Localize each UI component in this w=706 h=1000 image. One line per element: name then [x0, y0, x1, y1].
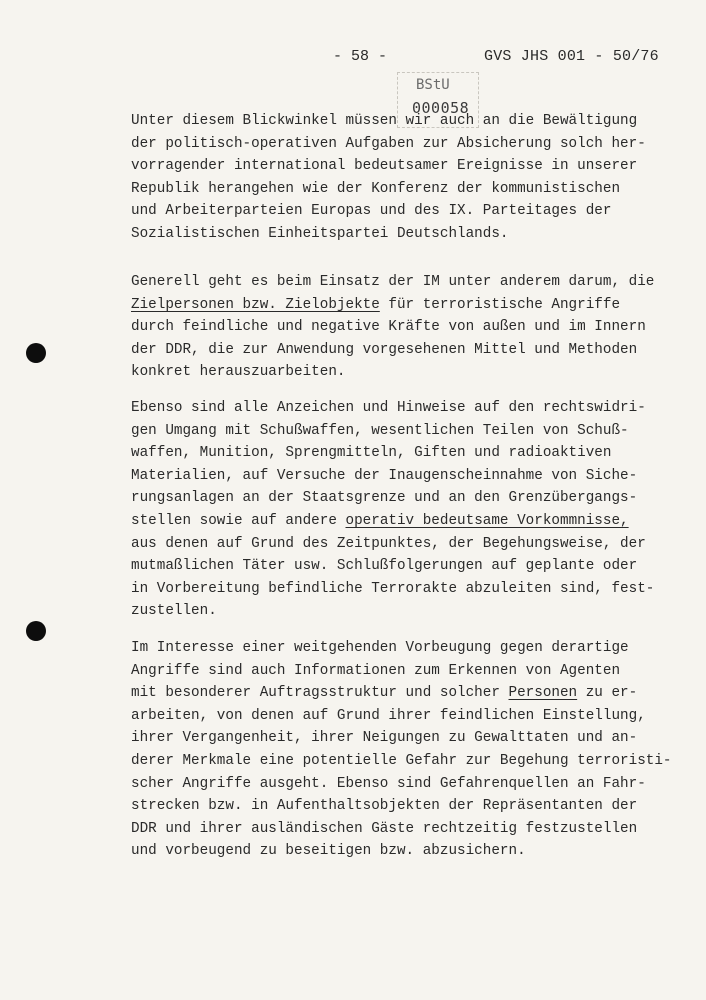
text-line: vorragender international bedeutsamer Ereignisse in unserer — [131, 158, 638, 175]
text-line: Im Interesse einer weitgehenden Vorbeugung gegen derartige — [131, 640, 629, 656]
text-line: Sozialistischen Einheitspartei Deutschlands. — [131, 225, 509, 242]
text-line: mutmaßlichen Täter usw. Schlußfolgerungen auf geplante oder — [131, 558, 638, 575]
text-line: derer Merkmale eine potentielle Gefahr zur Begehung terroristi- — [131, 752, 672, 769]
text-line: Ebenso sind alle Anzeichen und Hinweise auf den rechtswidri- — [131, 400, 646, 416]
underlined-phrase: operativ bedeutsame Vorkommnisse, — [345, 512, 629, 529]
underlined-phrase: Personen — [508, 685, 578, 702]
paragraph-3 — [131, 397, 666, 623]
text-line: waffen, Munition, Sprengmitteln, Giften und radioaktiven — [131, 445, 612, 462]
paragraph-2 — [131, 271, 666, 384]
text-line: DDR und ihrer ausländischen Gäste rechtzeitig festzustellen — [131, 820, 638, 837]
text-line: in Vorbereitung befindliche Terrorakte abzuleiten sind, fest- — [131, 580, 655, 597]
punch-hole — [26, 621, 46, 641]
text-line: Unter diesem Blickwinkel müssen wir auch an die Bewältigung — [131, 113, 638, 129]
text-line: Zielpersonen bzw. Zielobjekte für terroristische Angriffe — [131, 296, 621, 313]
text-line: scher Angriffe ausgeht. Ebenso sind Gefahrenquellen an Fahr- — [131, 775, 646, 792]
text-line: und Arbeiterparteien Europas und des IX. Parteitages der — [131, 203, 612, 220]
text-line: durch feindliche und negative Kräfte von außen und im Innern — [131, 319, 646, 336]
text-line: der DDR, die zur Anwendung vorgesehenen Mittel und Methoden — [131, 341, 638, 358]
text-line: mit besonderer Auftragsstruktur und solcher Personen zu er- — [131, 685, 638, 702]
text-line: ihrer Vergangenheit, ihrer Neigungen zu Gewalttaten und an- — [131, 730, 638, 747]
text-line: der politisch-operativen Aufgaben zur Absicherung solch her- — [131, 135, 646, 152]
page-header — [0, 44, 706, 117]
paragraph-4 — [131, 637, 672, 863]
text-line: und vorbeugend zu beseitigen bzw. abzusichern. — [131, 843, 526, 860]
text-line: gen Umgang mit Schußwaffen, wesentlichen Teilen von Schuß- — [131, 422, 629, 439]
stamp-number: 000058 — [412, 99, 470, 117]
stamp-agency: BStU — [416, 77, 450, 93]
text-line: arbeiten, von denen auf Grund ihrer feindlichen Einstellung, — [131, 707, 646, 724]
punch-hole — [26, 343, 46, 363]
text-line: Angriffe sind auch Informationen zum Erkennen von Agenten — [131, 662, 621, 679]
text-line: konkret herauszuarbeiten. — [131, 364, 346, 381]
paragraph-1 — [131, 110, 666, 246]
underlined-phrase: Zielpersonen bzw. Zielobjekte — [131, 296, 380, 313]
text-line: rungsanlagen an der Staatsgrenze und an den Grenzübergangs- — [131, 490, 638, 507]
document-reference: GVS JHS 001 - 50/76 — [484, 48, 659, 65]
page-number: - 58 - — [333, 48, 388, 65]
text-line: Materialien, auf Versuche der Inaugenscheinnahme von Siche- — [131, 467, 638, 484]
text-line: strecken bzw. in Aufenthaltsobjekten der Repräsentanten der — [131, 798, 638, 815]
text-line: Republik herangehen wie der Konferenz der kommunistischen — [131, 180, 621, 197]
text-line: aus denen auf Grund des Zeitpunktes, der Begehungsweise, der — [131, 535, 646, 552]
text-line: zustellen. — [131, 603, 217, 620]
text-line: Generell geht es beim Einsatz der IM unter anderem darum, die — [131, 274, 655, 290]
text-line: stellen sowie auf andere operativ bedeutsame Vorkommnisse, — [131, 512, 629, 529]
